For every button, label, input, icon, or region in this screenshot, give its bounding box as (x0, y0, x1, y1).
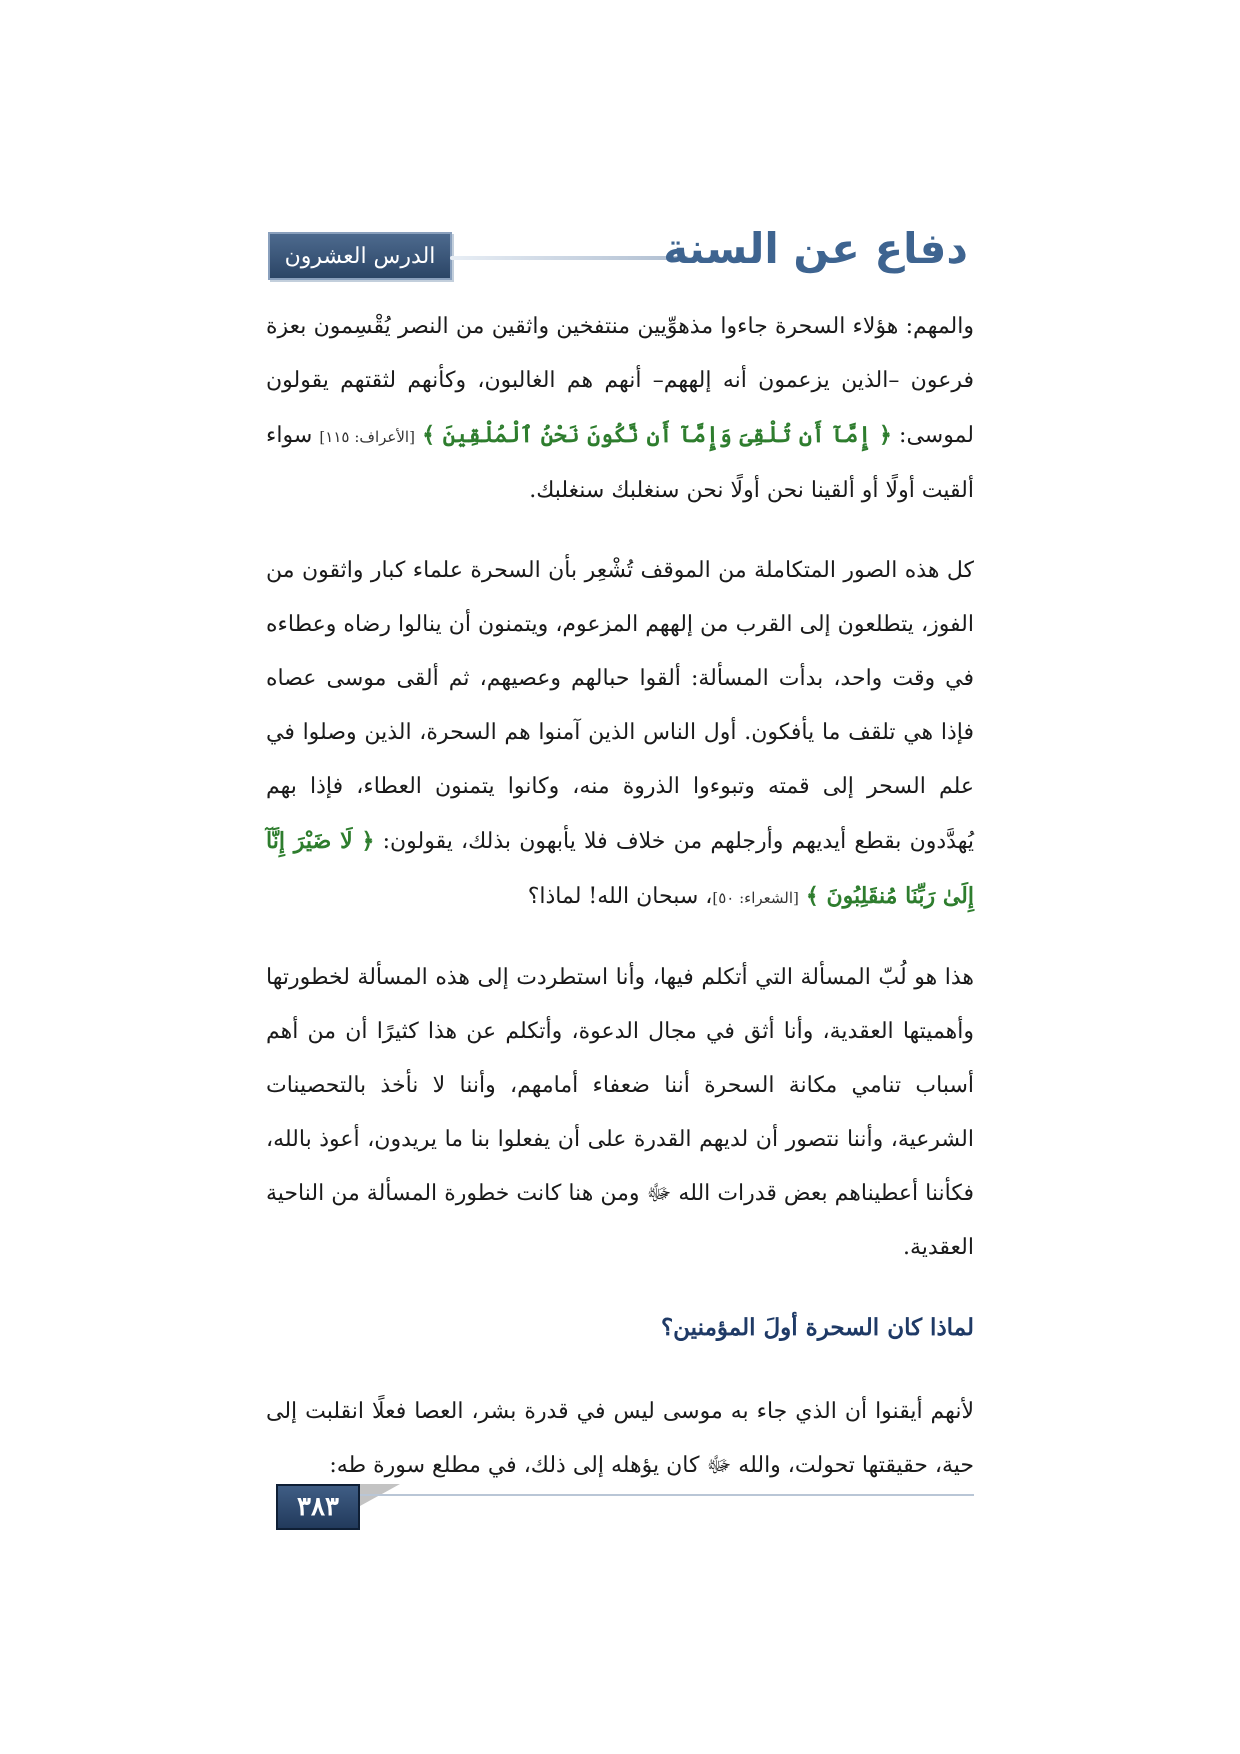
header-divider (450, 256, 688, 260)
verse-reference: [الأعراف: ١١٥] (319, 428, 415, 446)
paragraph-text: ، سبحان الله! لماذا؟ (527, 884, 713, 909)
section-heading: لماذا كان السحرة أولَ المؤمنين؟ (660, 1314, 974, 1341)
page-footer (276, 1484, 974, 1524)
paragraph-1 (266, 300, 974, 518)
book-title: دفاع عن السنة (663, 224, 968, 273)
lesson-badge: الدرس العشرون (268, 232, 452, 280)
paragraph-2 (266, 544, 974, 925)
verse-reference: [الشعراء: ٥٠] (712, 889, 799, 907)
paragraph-3: هذا هو لُبّ المسألة التي أتكلم فيها، وأنا استطردت إلى هذه المسألة لخطورتها وأهميتها العقدية، وأنا أثق في مجال الدعوة، وأتكلم عن هذا كثيرًا أن من أهم أسباب تنامي مكانة السحرة أننا ضعفاء أمامهم، وأننا لا نأخذ بالتحصينات الشرعية، وأننا نتصور أن لديهم القدرة على أن يفعلوا بنا ما يريدون، أعوذ بالله، فكأننا أعطيناهم بعض قدرات الله ﷻ ومن هنا كانت خطورة المسألة من الناحية العقدية. (266, 965, 974, 1260)
paragraph-text: كل هذه الصور المتكاملة من الموقف تُشْعِر بأن السحرة علماء كبار واثقون من الفوز، يتطلعون إلى القرب من إلههم المزعوم، ويتمنون أن ينالوا رضاه وعطاءه في وقت واحد، بدأت المسألة: ألقوا حبالهم وعصيهم، ثم ألقى موسى عصاه فإذا هي تلقف ما يأفكون. أول الناس الذين آمنوا هم السحرة، الذين وصلوا في علم السحر إلى قمته وتبوءوا الذروة منه، وكانوا يتمنون العطاء، فإذا بهم يُهدَّدون بقطع أيديهم وأرجلهم من خلاف فلا يأبهون بذلك، يقولون: (266, 558, 974, 854)
quran-verse: ﴿ إِمَّآ أَن تُلْقِىَ وَإِمَّآ أَن نَّكُونَ نَحْنُ ٱلْمُلْقِينَ ﴾ (422, 422, 892, 448)
paragraph-text: والمهم: هؤلاء السحرة جاءوا مذهوِّيين منتفخين واثقين من النصر يُقْسِمون بعزة فرعون –الذين يزعمون أنه إلههم– أنهم هم الغالبون، وكأنهم لثقتهم يقولون لموسى: (266, 314, 975, 448)
paragraph-4: لأنهم أيقنوا أن الذي جاء به موسى ليس في قدرة بشر، العصا فعلًا انقلبت إلى حية، حقيقتها تحولت، والله ﷻ كان يؤهله إلى ذلك، في مطلع سورة طه: (266, 1399, 974, 1478)
page-number: ٣٨٣ (276, 1484, 360, 1530)
footer-divider (360, 1494, 974, 1496)
paragraph-text: سواء ألقيت أولًا أو ألقينا نحن أولًا نحن سنغلبك سنغلبك. (266, 423, 974, 503)
quran-verse: ﴿ لَا ضَيْرَ إِنَّآ إِلَىٰ رَبِّنَا مُنقَلِبُونَ ﴾ (266, 828, 974, 909)
page-body (266, 300, 974, 1519)
page-header (268, 224, 968, 284)
